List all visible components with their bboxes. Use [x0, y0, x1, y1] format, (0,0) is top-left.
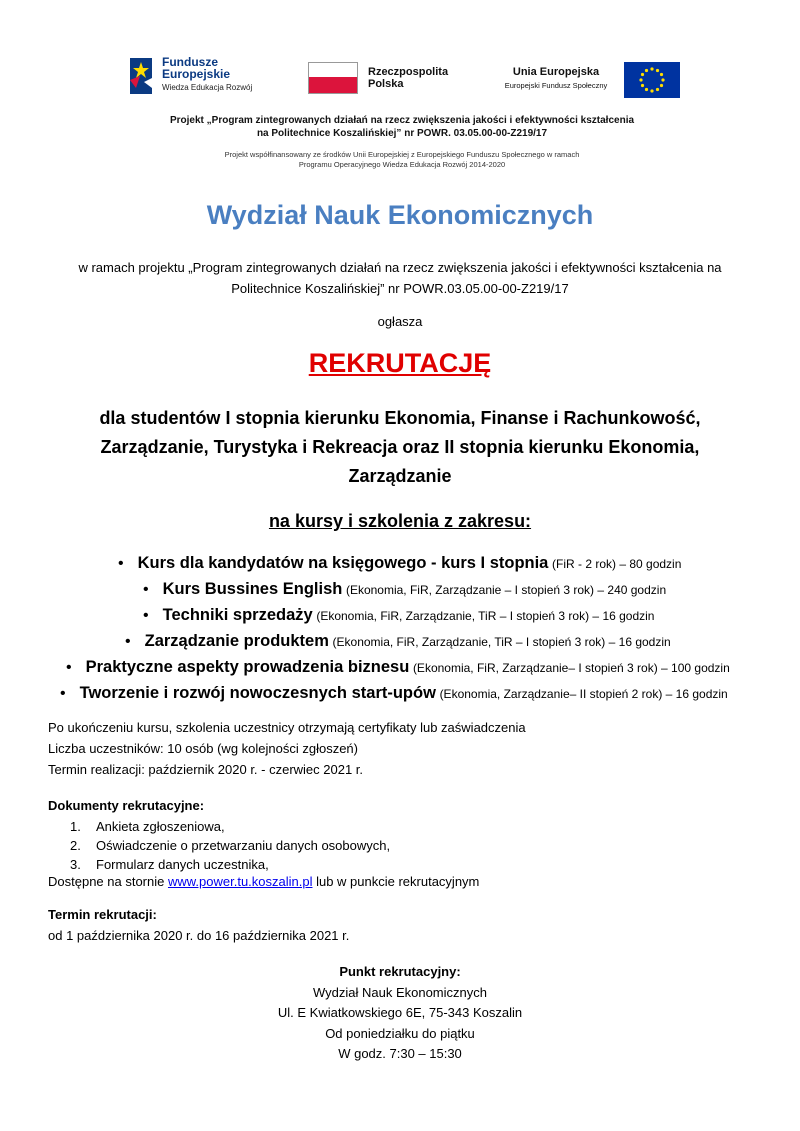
recruitment-term-value: od 1 października 2020 r. do 16 października 2021 r. [48, 928, 350, 943]
course-details: (Ekonomia, FiR, Zarządzanie, TiR – I stopień 3 rok) – 16 godzin [316, 609, 655, 623]
point-line: Od poniedziałku do piątku [325, 1025, 475, 1041]
announces-text: ogłasza [377, 314, 423, 329]
project-title-line1: Projekt „Program zintegrowanych działań na rzecz zwiększenia jakości i efektywności kształcenia [169, 115, 635, 126]
course-item [118, 554, 681, 573]
course-details: (Ekonomia, FiR, Zarządzanie– I stopień 3 rok) – 100 godzin [412, 661, 730, 675]
rzeczpospolita-logo-text [368, 66, 448, 90]
list-text: Ankieta zgłoszeniowa, [96, 819, 225, 834]
recruitment-heading: REKRUTACJĘ [308, 348, 492, 378]
list-text: Formularz danych uczestnika, [96, 857, 269, 872]
course-details: (Ekonomia, FiR, Zarządzanie, TiR – I stopień 3 rok) – 16 godzin [332, 635, 671, 649]
fe-line1: Fundusze [162, 55, 218, 69]
course-details: (FiR - 2 rok) – 80 godzin [552, 557, 682, 571]
faculty-title: Wydział Nauk Ekonomicznych [206, 200, 594, 230]
certificate-text: Po ukończeniu kursu, szkolenia uczestnicy otrzymają certyfikaty lub zaświadczenia [48, 720, 526, 735]
term-value: październik 2020 r. - czerwiec 2021 r. [144, 762, 364, 777]
documents-list [70, 817, 390, 874]
cofinance-line2: Programu Operacyjnego Wiedza Edukacja Rozwój 2014-2020 [298, 160, 506, 169]
bullet-icon: • [60, 685, 66, 702]
available-prefix: Dostępne na stornie [48, 874, 168, 889]
cofinance-line1: Projekt współfinansowany ze środków Unii Europejskiej z Europejskiego Funduszu Społecznego w ramach [224, 150, 580, 159]
point-line: Ul. E Kwiatkowskiego 6E, 75-343 Koszalin [277, 1005, 523, 1020]
list-number: 3. [70, 857, 81, 872]
course-name: Kurs Bussines English [162, 580, 343, 598]
course-details: (Ekonomia, Zarządzanie– II stopień 2 rok) – 16 godzin [439, 687, 728, 701]
bullet-icon: • [143, 607, 149, 624]
target-audience [60, 404, 740, 491]
bullet-icon: • [118, 555, 124, 572]
ue-line1: Unia Europejska [512, 66, 600, 78]
fe-line2: Europejskie [162, 67, 231, 81]
available-suffix: lub w punkcie rekrutacyjnym [312, 874, 480, 889]
courses-heading: na kursy i szkolenia z zakresu: [268, 511, 532, 531]
course-name: Zarządzanie produktem [144, 632, 329, 650]
fe-star-icon [126, 54, 156, 98]
course-item [143, 606, 654, 625]
course-item [60, 684, 728, 703]
bullet-icon: • [143, 581, 149, 598]
participants-text: Liczba uczestników: 10 osób (wg kolejności zgłoszeń) [48, 741, 358, 756]
power-website-link[interactable]: www.power.tu.koszalin.pl [167, 874, 313, 889]
course-item [125, 632, 671, 651]
cofinance-note [96, 150, 708, 170]
target-line2: Zarządzanie, Turystyka i Rekreacja oraz II stopnia kierunku Ekonomia, [100, 437, 700, 457]
bullet-icon: • [125, 633, 131, 650]
list-text: Oświadczenie o przetwarzaniu danych osobowych, [96, 838, 391, 853]
point-line: Wydział Nauk Ekonomicznych [312, 984, 487, 1000]
info-block [48, 717, 526, 780]
poland-flag-icon [308, 62, 358, 94]
list-item [70, 817, 390, 836]
course-name: Techniki sprzedaży [162, 606, 313, 624]
ue-line2: Europejski Fundusz Społeczny [504, 81, 608, 90]
course-details: (Ekonomia, FiR, Zarządzanie – I stopień 3 rok) – 240 godzin [345, 583, 667, 597]
rp-line2: Polska [368, 78, 404, 90]
recruitment-term-heading: Termin rekrutacji: [48, 907, 157, 922]
recruitment-point [0, 962, 800, 1065]
list-number: 2. [70, 838, 81, 853]
list-item [70, 836, 390, 855]
intro-line2: Politechnice Koszalińskiej” nr POWR.03.05.00-00-Z219/17 [231, 281, 569, 296]
header-logo-strip [96, 40, 708, 185]
intro-text [40, 257, 760, 299]
eu-flag-icon [624, 62, 680, 98]
course-name: Tworzenie i rozwój nowoczesnych start-upów [79, 684, 436, 702]
target-line1: dla studentów I stopnia kierunku Ekonomia, Finanse i Rachunkowość, [99, 408, 701, 428]
documents-heading: Dokumenty rekrutacyjne: [48, 798, 205, 813]
intro-line1: w ramach projektu „Program zintegrowanych działań na rzecz zwiększenia jakości i efektywności kształcenia na [78, 260, 722, 275]
rp-line1: Rzeczpospolita [368, 66, 449, 78]
fe-line3: Wiedza Edukacja Rozwój [162, 83, 253, 92]
course-name: Kurs dla kandydatów na księgowego - kurs I stopnia [137, 554, 549, 572]
recruitment-term-block [48, 904, 349, 946]
bullet-icon: • [66, 659, 72, 676]
unia-europejska-logo-text [496, 66, 616, 92]
list-number: 1. [70, 819, 81, 834]
project-title-line2: na Politechnice Koszalińskiej” nr POWR. 03.05.00-00-Z219/17 [256, 128, 548, 139]
target-line3: Zarządzanie [348, 466, 452, 486]
recruitment-heading-wrap [0, 348, 800, 379]
course-item [143, 580, 666, 599]
term-label: Termin realizacji: [48, 762, 145, 777]
courses-heading-wrap [0, 511, 800, 532]
course-name: Praktyczne aspekty prowadzenia biznesu [85, 658, 410, 676]
point-line: W godz. 7:30 – 15:30 [338, 1046, 462, 1061]
course-item [66, 658, 730, 677]
project-title [96, 114, 708, 140]
term-row [48, 759, 526, 780]
point-heading: Punkt rekrutacyjny: [339, 964, 461, 979]
fundusze-europejskie-logo [126, 54, 266, 106]
availability-text [48, 871, 479, 892]
